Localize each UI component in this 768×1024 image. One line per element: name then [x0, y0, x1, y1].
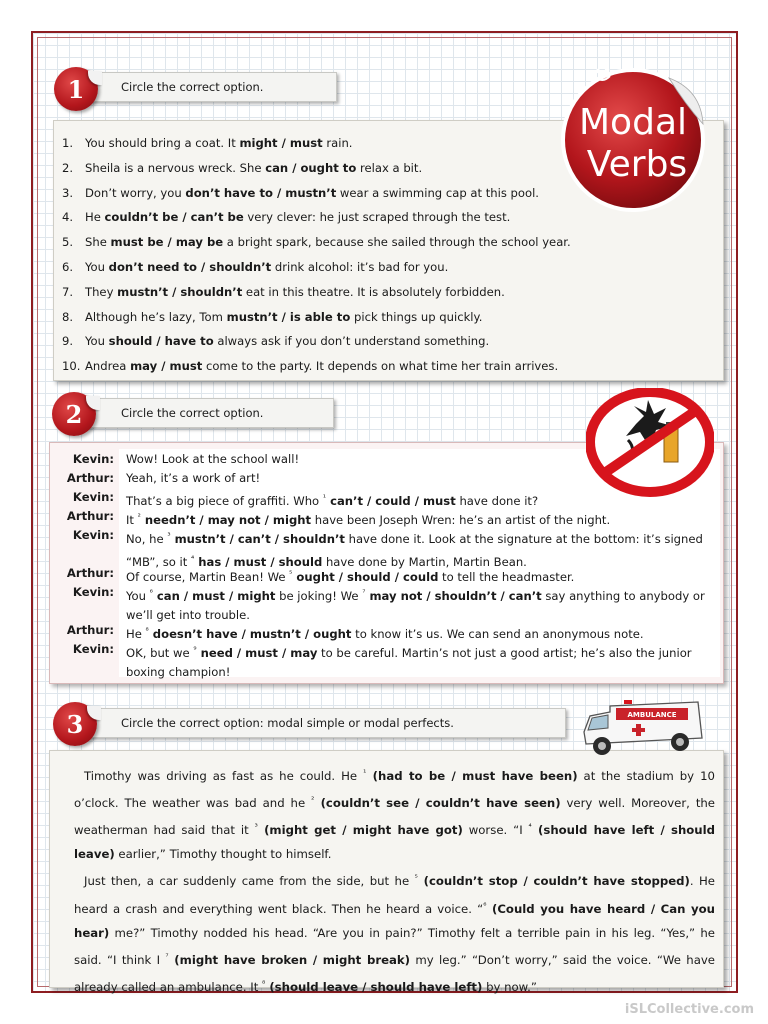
item-text-before: You should bring a coat. It [85, 136, 240, 150]
text-run: my leg.” “Don’t worry,” said the voice. “We have already called an ambulance. It [74, 952, 715, 994]
exercise1-item [62, 280, 723, 305]
modal-verbs-logo [551, 64, 711, 214]
text-run: have done it. Look at the signature at the bottom: it’s signed “MB”, so it [126, 531, 703, 569]
text-run: It [126, 512, 138, 527]
item-text-after: come to the party. It depends on what time her train arrives. [202, 359, 559, 374]
section3-story-box [49, 750, 724, 994]
item-number: 10. [62, 359, 81, 374]
gap-number: ¹ [322, 493, 327, 502]
gap-number: ⁵ [414, 873, 418, 883]
watermark: iSLCollective.com [624, 1002, 754, 1017]
speaker-name: Arthur: [66, 566, 114, 580]
text-run: very well. Moreover, the weatherman had said that it [74, 795, 715, 838]
item-text-before: They [85, 284, 118, 299]
option-choice[interactable]: mustn’t / can’t / shouldn’t [170, 531, 345, 546]
option-choice[interactable]: need / must / may [196, 645, 318, 660]
option-choice[interactable]: (might have broken / might break) [168, 952, 411, 967]
option-choice[interactable]: (should leave / should have left) [265, 979, 483, 994]
item-options[interactable]: don’t have to / mustn’t [185, 185, 337, 200]
text-run: OK, but we [126, 645, 194, 660]
item-number: 1. [62, 136, 74, 150]
text-run: to know it’s us. We can send an anonymous note. [351, 626, 644, 641]
item-text-after: wear a swimming cap at this pool. [336, 185, 539, 200]
option-choice[interactable]: may not / shouldn’t / can’t [365, 588, 542, 603]
gap-number: ⁶ [149, 588, 153, 597]
text-run: He [126, 626, 146, 641]
logo-line1: Modal [579, 102, 687, 143]
gap-number: ⁴ [190, 553, 195, 563]
gap-number: ⁴ [528, 822, 532, 832]
text-run: be joking! We [275, 588, 363, 603]
item-number: 2. [62, 160, 74, 175]
gap-number: ¹ [363, 768, 367, 777]
text-run: have done by Martin, Martin Bean. [322, 554, 527, 569]
text-run: have done it? [455, 493, 539, 508]
text-run: Just then, a car suddenly came from the side, but he [84, 874, 415, 889]
ambulance-label: AMBULANCE [627, 711, 677, 719]
exercise1-item [62, 305, 723, 330]
speaker-name: Kevin: [72, 642, 114, 656]
text-run: worse. “I [462, 823, 529, 838]
item-number: 8. [62, 309, 74, 324]
speaker-name: Kevin: [72, 528, 114, 542]
item-options[interactable]: can / ought to [265, 160, 357, 175]
option-choice[interactable]: has / must / should [194, 554, 323, 569]
gap-number: ⁵ [289, 569, 293, 578]
text-run: at the stadium by 10 o’clock. The weather was bad and he [74, 768, 715, 810]
section3-number: 3 [66, 709, 84, 739]
text-run: Yeah, it’s a work of art! [126, 471, 261, 485]
item-text-after: a bright spark, because she sailed through the school year. [223, 235, 571, 250]
speaker-name: Kevin: [72, 490, 114, 504]
speaker-name: Kevin: [72, 452, 114, 466]
story-paragraph [74, 761, 715, 866]
exercise1-item [62, 255, 723, 280]
option-choice[interactable]: needn’t / may not / might [140, 512, 312, 527]
text-run: . He heard a crash and everything went black. Then he heard a voice. “ [74, 874, 715, 916]
item-options[interactable]: might / must [239, 136, 323, 150]
speech-text [126, 583, 716, 625]
item-text-after: relax a bit. [356, 160, 423, 175]
item-text-after: eat in this theatre. It is absolutely forbidden. [242, 284, 505, 299]
item-number: 5. [62, 235, 74, 250]
speech-text [126, 640, 716, 682]
text-run: say anything to anybody or we’ll get into trouble. [126, 588, 705, 622]
option-choice[interactable]: can’t / could / must [326, 493, 456, 508]
item-text-before: You [85, 334, 109, 349]
option-choice[interactable]: (might get / might have got) [257, 823, 463, 838]
item-options[interactable]: should / have to [108, 334, 214, 349]
item-text-before: Don’t worry, you [85, 185, 186, 200]
item-text-after: always ask if you don’t understand something. [213, 334, 490, 349]
gap-number: ² [137, 512, 141, 521]
gap-number: ³ [254, 822, 258, 832]
section2-instruction: Circle the correct option. [121, 406, 264, 420]
ambulance-icon [576, 694, 706, 762]
no-graffiti-sign-icon [586, 388, 714, 498]
section2-instruction-bar [80, 398, 334, 428]
item-number: 4. [62, 210, 74, 225]
gap-number: ⁹ [193, 645, 197, 654]
exercise1-item [62, 230, 723, 255]
section1-number-badge [54, 67, 98, 111]
item-text-before: Although he’s lazy, Tom [85, 309, 227, 324]
gap-number: ⁷ [362, 588, 366, 597]
text-run: to be careful. Martin’s not just a good artist; he’s also the junior boxing champion! [126, 645, 692, 679]
text-run: That’s a big piece of graffiti. Who [126, 493, 323, 508]
item-text-before: Andrea [85, 359, 131, 374]
gap-number: ⁷ [165, 951, 169, 961]
section1-number: 1 [67, 74, 85, 104]
item-options[interactable]: couldn’t be / can’t be [104, 210, 244, 225]
text-run: Wow! Look at the school wall! [126, 452, 300, 466]
speaker-name: Arthur: [66, 509, 114, 523]
story-paragraph [74, 866, 715, 999]
text-run: No, he [126, 531, 168, 546]
item-number: 6. [62, 259, 74, 274]
item-text-after: pick things up quickly. [350, 309, 483, 324]
speaker-name: Arthur: [66, 623, 114, 637]
item-number: 3. [62, 185, 74, 200]
section3-instruction: Circle the correct option: modal simple or modal perfects. [121, 716, 454, 730]
item-text-before: You [85, 259, 109, 274]
text-run: by now.” [482, 979, 537, 994]
text-run: You [126, 588, 150, 603]
section1-instruction: Circle the correct option. [121, 80, 264, 94]
section2-number: 2 [65, 399, 83, 429]
item-number: 7. [62, 284, 74, 299]
gap-number: ² [311, 795, 315, 805]
item-text-after: rain. [322, 136, 353, 150]
gap-number: ⁸ [262, 978, 266, 988]
item-options[interactable]: may / must [130, 359, 203, 374]
item-number: 9. [62, 334, 74, 349]
option-choice[interactable]: (couldn’t see / couldn’t have seen) [314, 795, 561, 810]
exercise1-item [62, 354, 723, 379]
option-choice[interactable]: doesn’t have / mustn’t / ought [148, 626, 352, 641]
item-text-before: He [85, 210, 105, 225]
item-options[interactable]: mustn’t / is able to [226, 309, 351, 324]
item-text-after: drink alcohol: it’s bad for you. [271, 259, 449, 274]
text-run: earlier,” Timothy thought to himself. [114, 847, 332, 862]
option-choice[interactable]: (should have left / should leave) [74, 823, 715, 862]
section3-number-badge [53, 702, 97, 746]
gap-number: ³ [167, 531, 171, 540]
text-run: have been Joseph Wren: he’s an artist of the night. [311, 512, 611, 527]
option-choice[interactable]: ought / should / could [292, 569, 439, 584]
item-options[interactable]: must be / may be [110, 235, 224, 250]
item-text-after: very clever: he just scraped through the test. [243, 210, 511, 225]
gap-number: ⁶ [483, 900, 487, 910]
text-run: Timothy was driving as fast as he could. He [84, 768, 364, 783]
gap-number: ⁸ [145, 626, 149, 635]
speaker-name: Kevin: [72, 585, 114, 599]
option-choice[interactable]: (Could you have heard / Can you hear) [74, 901, 715, 940]
logo-line2: Verbs [586, 144, 688, 185]
text-run: me?” Timothy nodded his head. “Are you in pain?” Timothy felt a terrible pain in his leg. “Yes,” he said. “I think I [74, 925, 715, 967]
option-choice[interactable]: can / must / might [152, 588, 276, 603]
item-text-before: Sheila is a nervous wreck. She [85, 160, 266, 175]
exercise1-item [62, 329, 723, 354]
section1-instruction-bar [80, 72, 337, 102]
item-text-before: She [85, 235, 111, 250]
section2-number-badge [52, 392, 96, 436]
text-run: to tell the headmaster. [438, 569, 575, 584]
option-choice[interactable]: (couldn’t stop / couldn’t have stopped) [417, 874, 690, 889]
item-options[interactable]: don’t need to / shouldn’t [108, 259, 272, 274]
text-run: Of course, Martin Bean! We [126, 569, 290, 584]
item-options[interactable]: mustn’t / shouldn’t [117, 284, 243, 299]
section3-instruction-bar [80, 708, 566, 738]
option-choice[interactable]: (had to be / must have been) [366, 768, 578, 783]
speaker-name: Arthur: [66, 471, 114, 485]
